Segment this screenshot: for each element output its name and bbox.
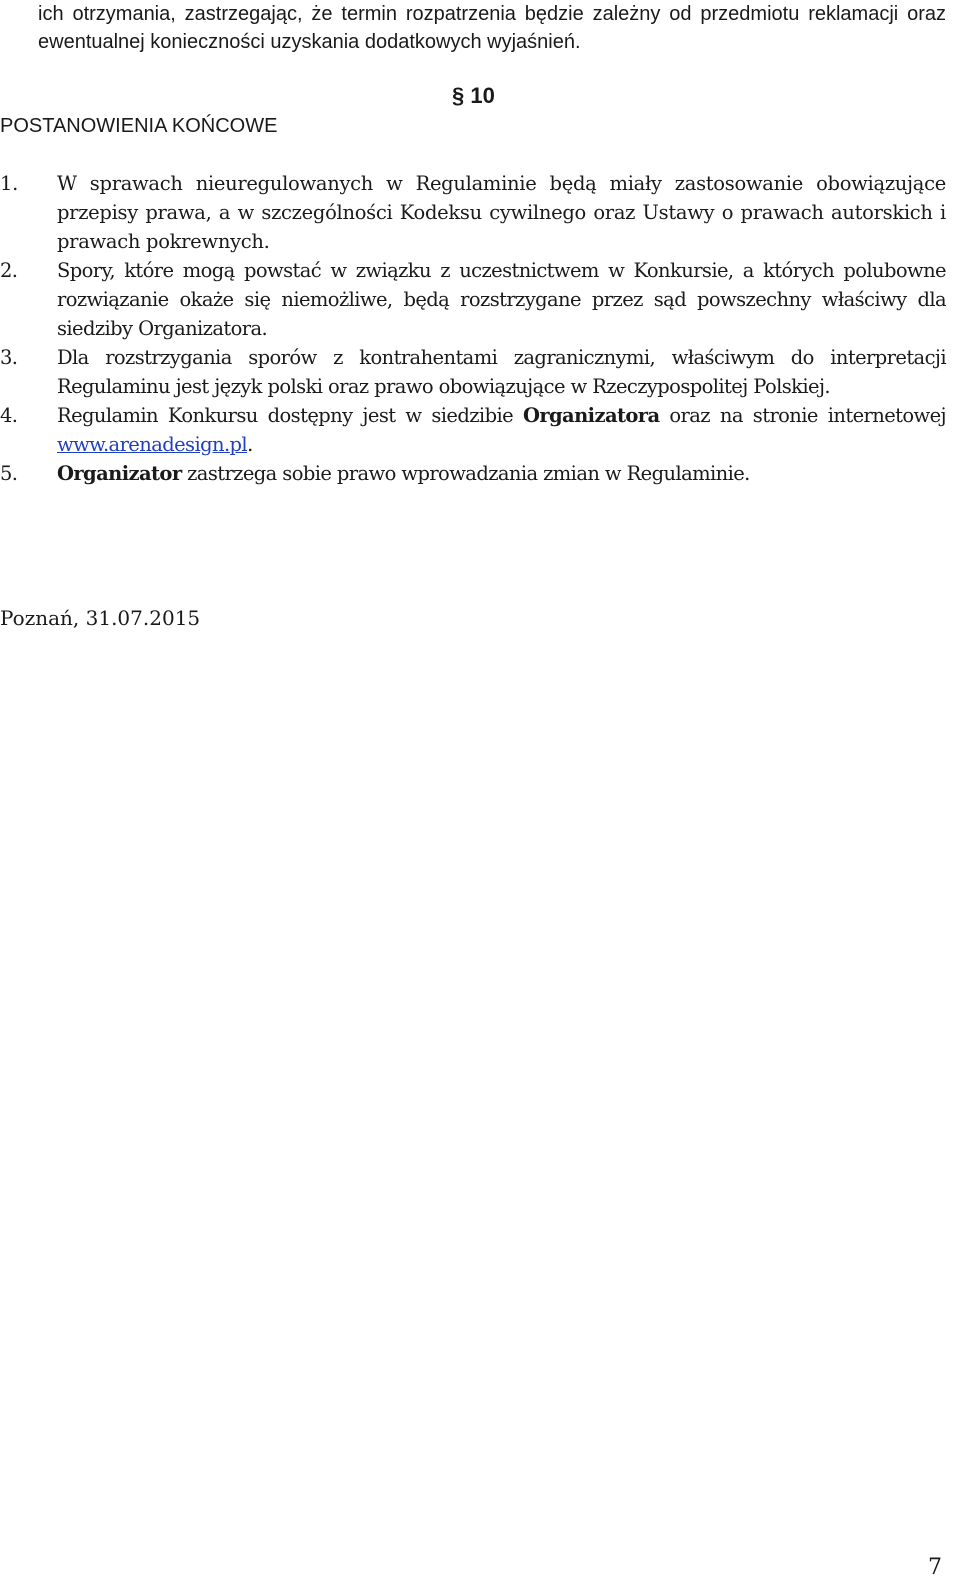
organizer-name: Organizator [57,462,182,485]
list-item [0,169,946,256]
list-item [0,459,946,488]
organizer-name: Organizatora [522,404,660,427]
list-item [0,343,946,401]
item-text: W sprawach nieuregulowanych w Regulaminie będą miały zastosowanie obowiązujące przepisy prawa, a w szczególności Kodeksu cywilnego oraz Ustawy o prawach autorskich i prawach pokrewnych. [57,172,946,253]
item-text-after: oraz na stronie internetowej [659,404,947,427]
item-number: 2. [0,259,18,282]
item-number: 1. [0,172,19,195]
website-link[interactable]: www.arenadesign.pl [57,433,248,456]
item-text-after: zastrzega sobie prawo wprowadzania zmian w Regulaminie. [181,462,750,485]
section-title: POSTANOWIENIA KOŃCOWE [0,115,278,137]
place-and-date: Poznań, 31.07.2015 [0,606,201,630]
item-text-before: Regulamin Konkursu dostępny jest w siedzibie [57,404,523,427]
provisions-list [0,169,946,488]
intro-paragraph: ich otrzymania, zastrzegając, że termin rozpatrzenia będzie zależny od przedmiotu reklamacji oraz ewentualnej konieczności uzyskania dodatkowych wyjaśnień. [38,3,946,53]
page-number: 7 [928,1555,942,1580]
item-number: 5. [0,462,18,485]
item-text: Spory, które mogą powstać w związku z uczestnictwem w Konkursie, a których polubowne rozwiązanie okaże się niemożliwe, będą rozstrzygane przez sąd powszechny właściwy dla siedziby Organizatora. [57,259,946,340]
item-text: Dla rozstrzygania sporów z kontrahentami zagranicznymi, właściwym do interpretacji Regulaminu jest język polski oraz prawo obowiązujące w Rzeczypospolitej Polskiej. [57,346,946,398]
list-item [0,256,946,343]
item-number: 4. [0,404,18,427]
section-number: § 10 [452,83,495,108]
item-text-end: . [247,433,253,456]
list-item [0,401,946,459]
item-number: 3. [0,346,18,369]
